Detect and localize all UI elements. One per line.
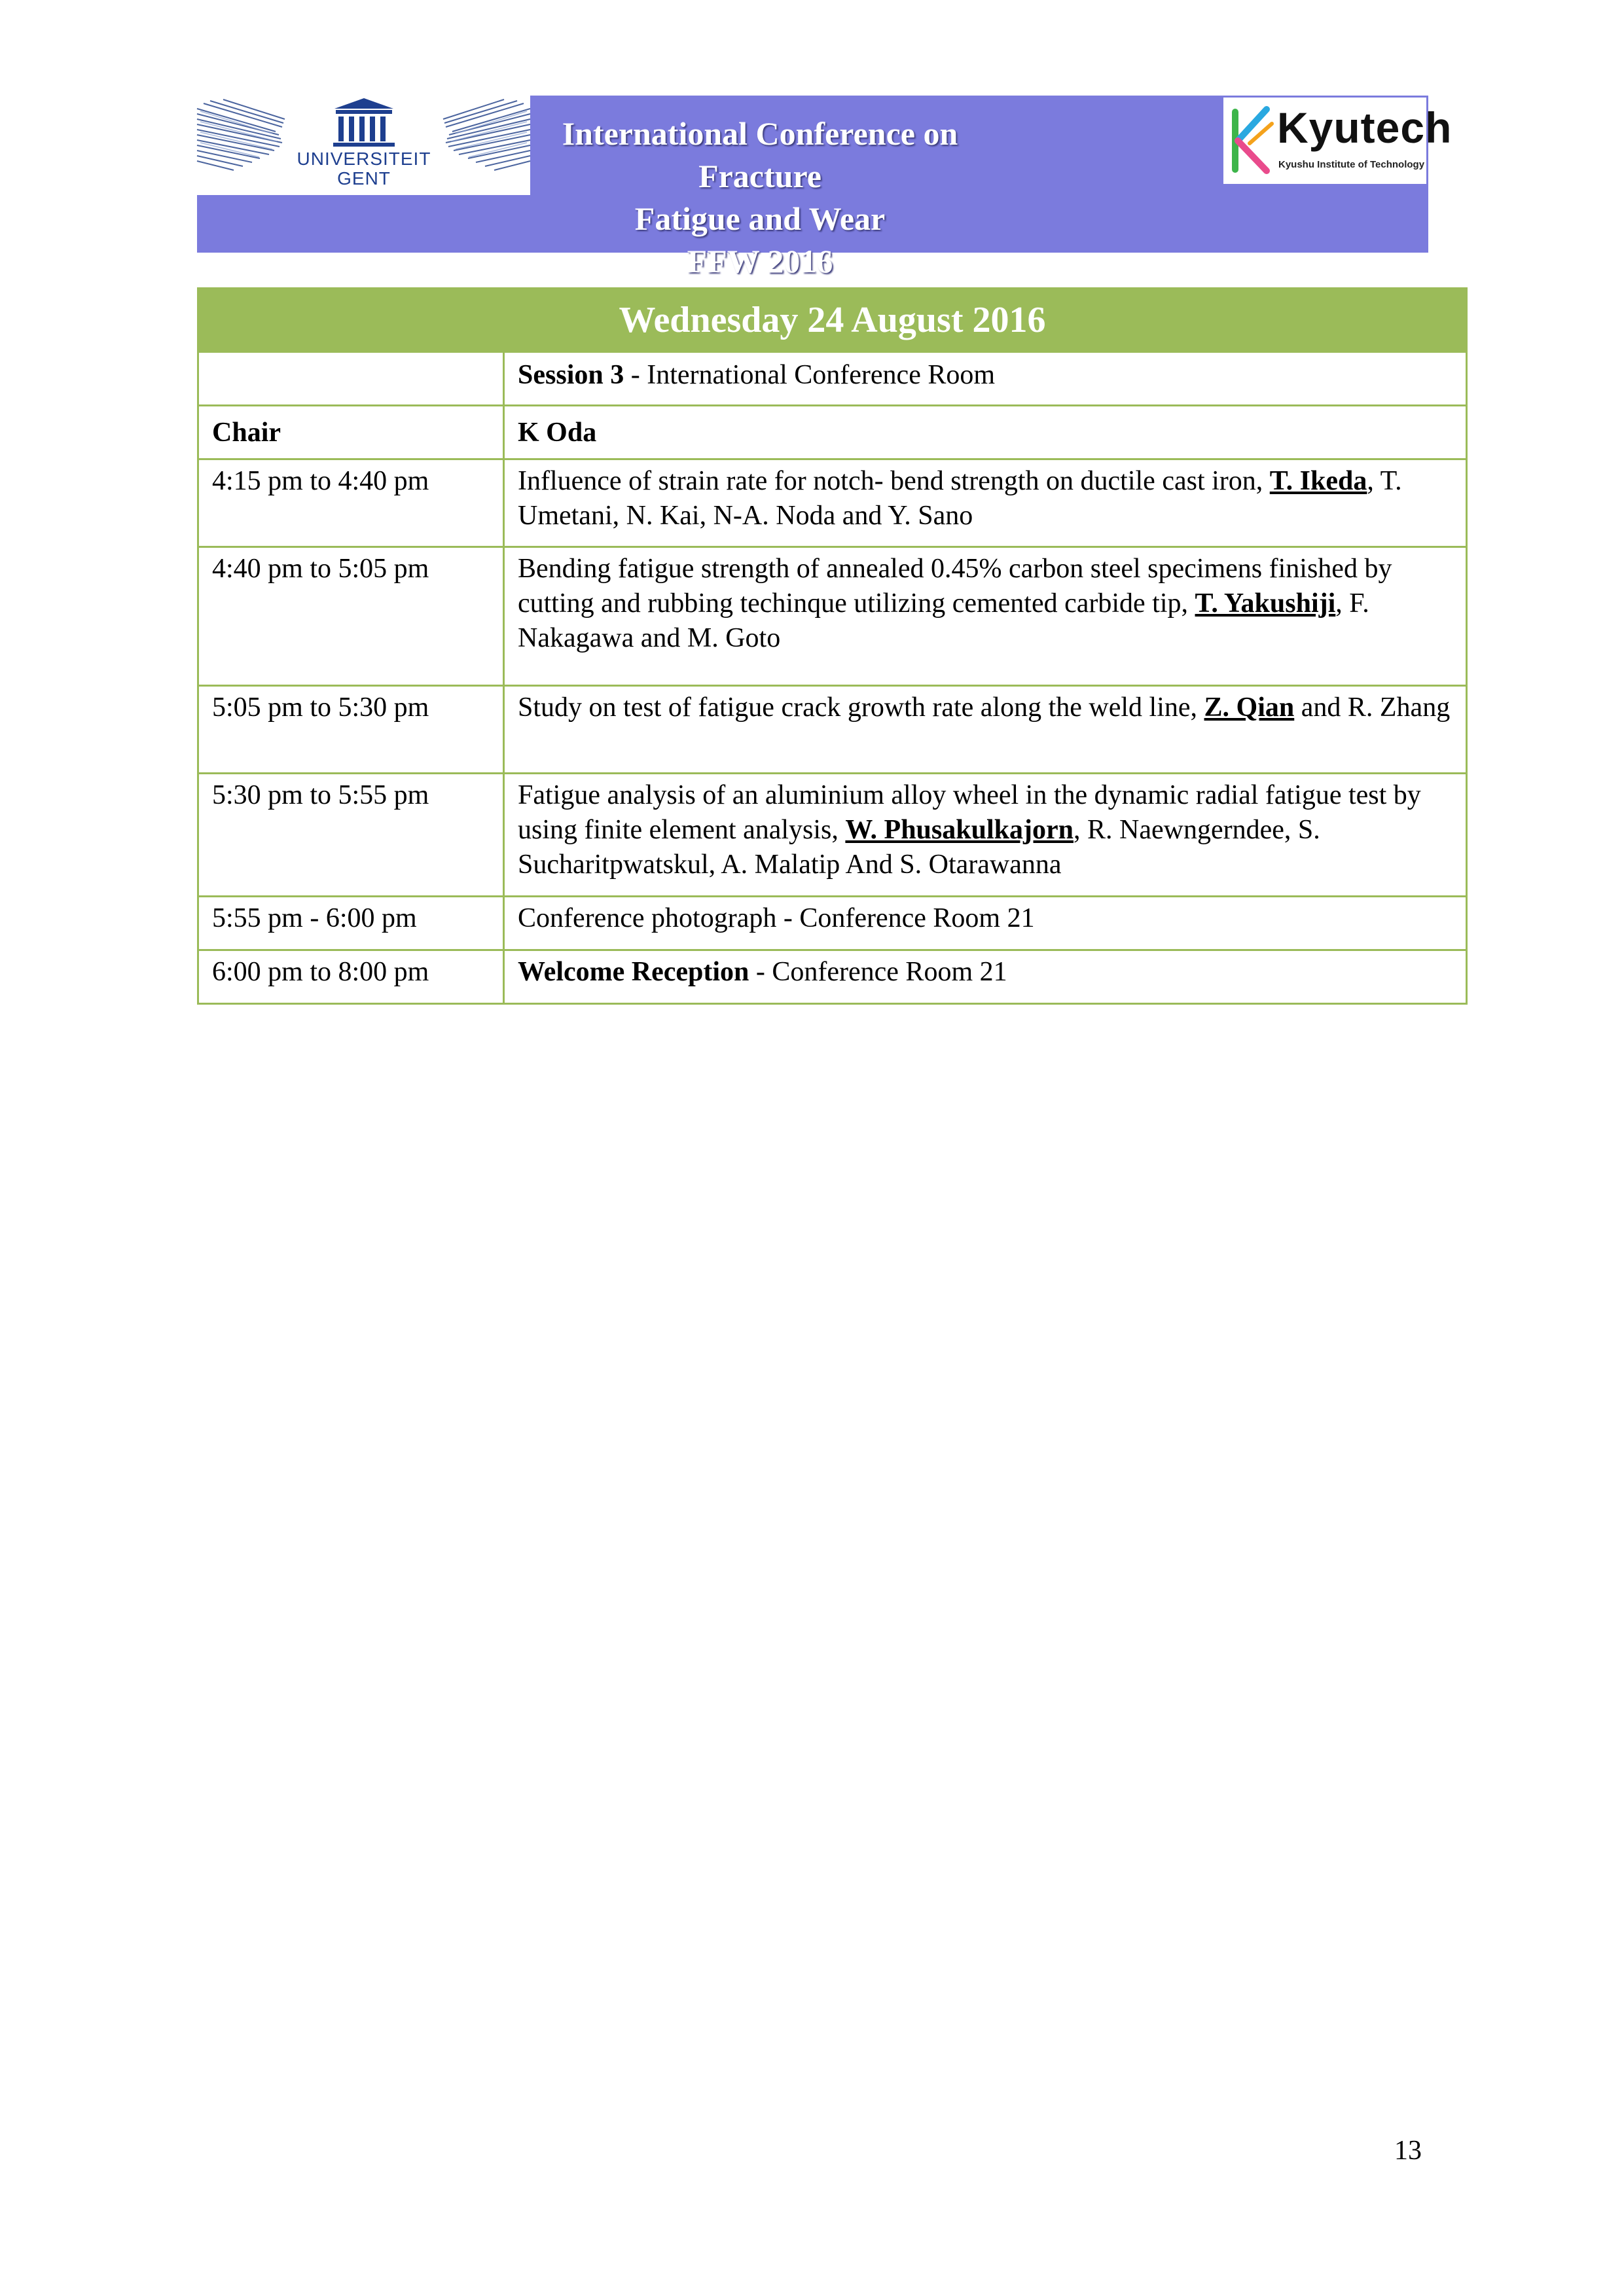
session-room: - International Conference Room: [624, 360, 996, 390]
table-row: [198, 774, 1467, 897]
session-label: Session 3: [518, 360, 624, 390]
universiteit-gent-logo: [197, 96, 530, 195]
talk-details: [504, 686, 1467, 774]
reception-time: 6:00 pm to 8:00 pm: [198, 950, 504, 1004]
conference-title-line-3: FFW 2016: [687, 243, 833, 279]
chair-row: [198, 406, 1467, 459]
talk-coauthors: , R. Naewngerndee, S. Sucharitpwatskul, A. Malatip And S. Otarawanna: [518, 815, 1320, 880]
table-row: [198, 459, 1467, 547]
talk-time: 4:40 pm to 5:05 pm: [198, 547, 504, 686]
table-row: [198, 547, 1467, 686]
page-number: 13: [1394, 2136, 1422, 2166]
talk-title: Fatigue analysis of an aluminium alloy wheel in the dynamic radial fatigue test by using finite element analysis,: [518, 780, 1421, 845]
conference-title-line-2: Fatigue and Wear: [634, 200, 886, 237]
kyutech-k-icon: [1223, 98, 1282, 184]
talk-details: [504, 774, 1467, 897]
photo-time: 5:55 pm - 6:00 pm: [198, 897, 504, 950]
reception-text: - Conference Room 21: [749, 957, 1007, 987]
reception-details: [504, 950, 1467, 1004]
talk-title: Influence of strain rate for notch- bend strength on ductile cast iron,: [518, 466, 1270, 496]
session-row: [198, 352, 1467, 406]
ugent-line-1: UNIVERSITEIT: [297, 149, 431, 169]
kyutech-logo: [1223, 98, 1453, 184]
table-row: [198, 686, 1467, 774]
reception-row: [198, 950, 1467, 1004]
chair-name: K Oda: [504, 406, 1467, 459]
day-header-row: [198, 289, 1467, 352]
session-empty-cell: [198, 352, 504, 406]
day-header: Wednesday 24 August 2016: [198, 289, 1467, 352]
chair-label: Chair: [198, 406, 504, 459]
talk-presenter: W. Phusakulkajorn: [845, 815, 1074, 845]
talk-time: 4:15 pm to 4:40 pm: [198, 459, 504, 547]
conference-banner: [197, 96, 1453, 279]
talk-presenter: T. Ikeda: [1269, 466, 1367, 496]
talk-presenter: Z. Qian: [1204, 692, 1295, 723]
photo-text: Conference photograph - Conference Room 21: [504, 897, 1467, 950]
talk-coauthors: and R. Zhang: [1294, 692, 1451, 723]
talk-details: [504, 547, 1467, 686]
ugent-line-2: GENT: [337, 168, 391, 188]
session-cell: [504, 352, 1467, 406]
talk-time: 5:30 pm to 5:55 pm: [198, 774, 504, 897]
conference-title: [550, 113, 969, 283]
talk-presenter: T. Yakushiji: [1195, 588, 1336, 619]
schedule-table: [197, 287, 1468, 1005]
talk-title: Study on test of fatigue crack growth rate along the weld line,: [518, 692, 1204, 723]
ugent-logo-text: [295, 149, 433, 188]
photo-row: [198, 897, 1467, 950]
talk-coauthors: , T. Umetani, N. Kai, N-A. Noda and Y. Sano: [518, 466, 1402, 531]
kyutech-name: Kyutech: [1277, 103, 1453, 152]
conference-title-line-1: International Conference on Fracture: [562, 115, 958, 194]
talk-coauthors: , F. Nakagawa and M. Goto: [518, 588, 1369, 653]
reception-label: Welcome Reception: [518, 957, 749, 987]
kyutech-subtitle: Kyushu Institute of Technology: [1278, 159, 1425, 170]
talk-details: [504, 459, 1467, 547]
talk-title: Bending fatigue strength of annealed 0.45% carbon steel specimens finished by cutting and rubbing techinque utilizing cemented carbide tip,: [518, 554, 1392, 619]
talk-time: 5:05 pm to 5:30 pm: [198, 686, 504, 774]
